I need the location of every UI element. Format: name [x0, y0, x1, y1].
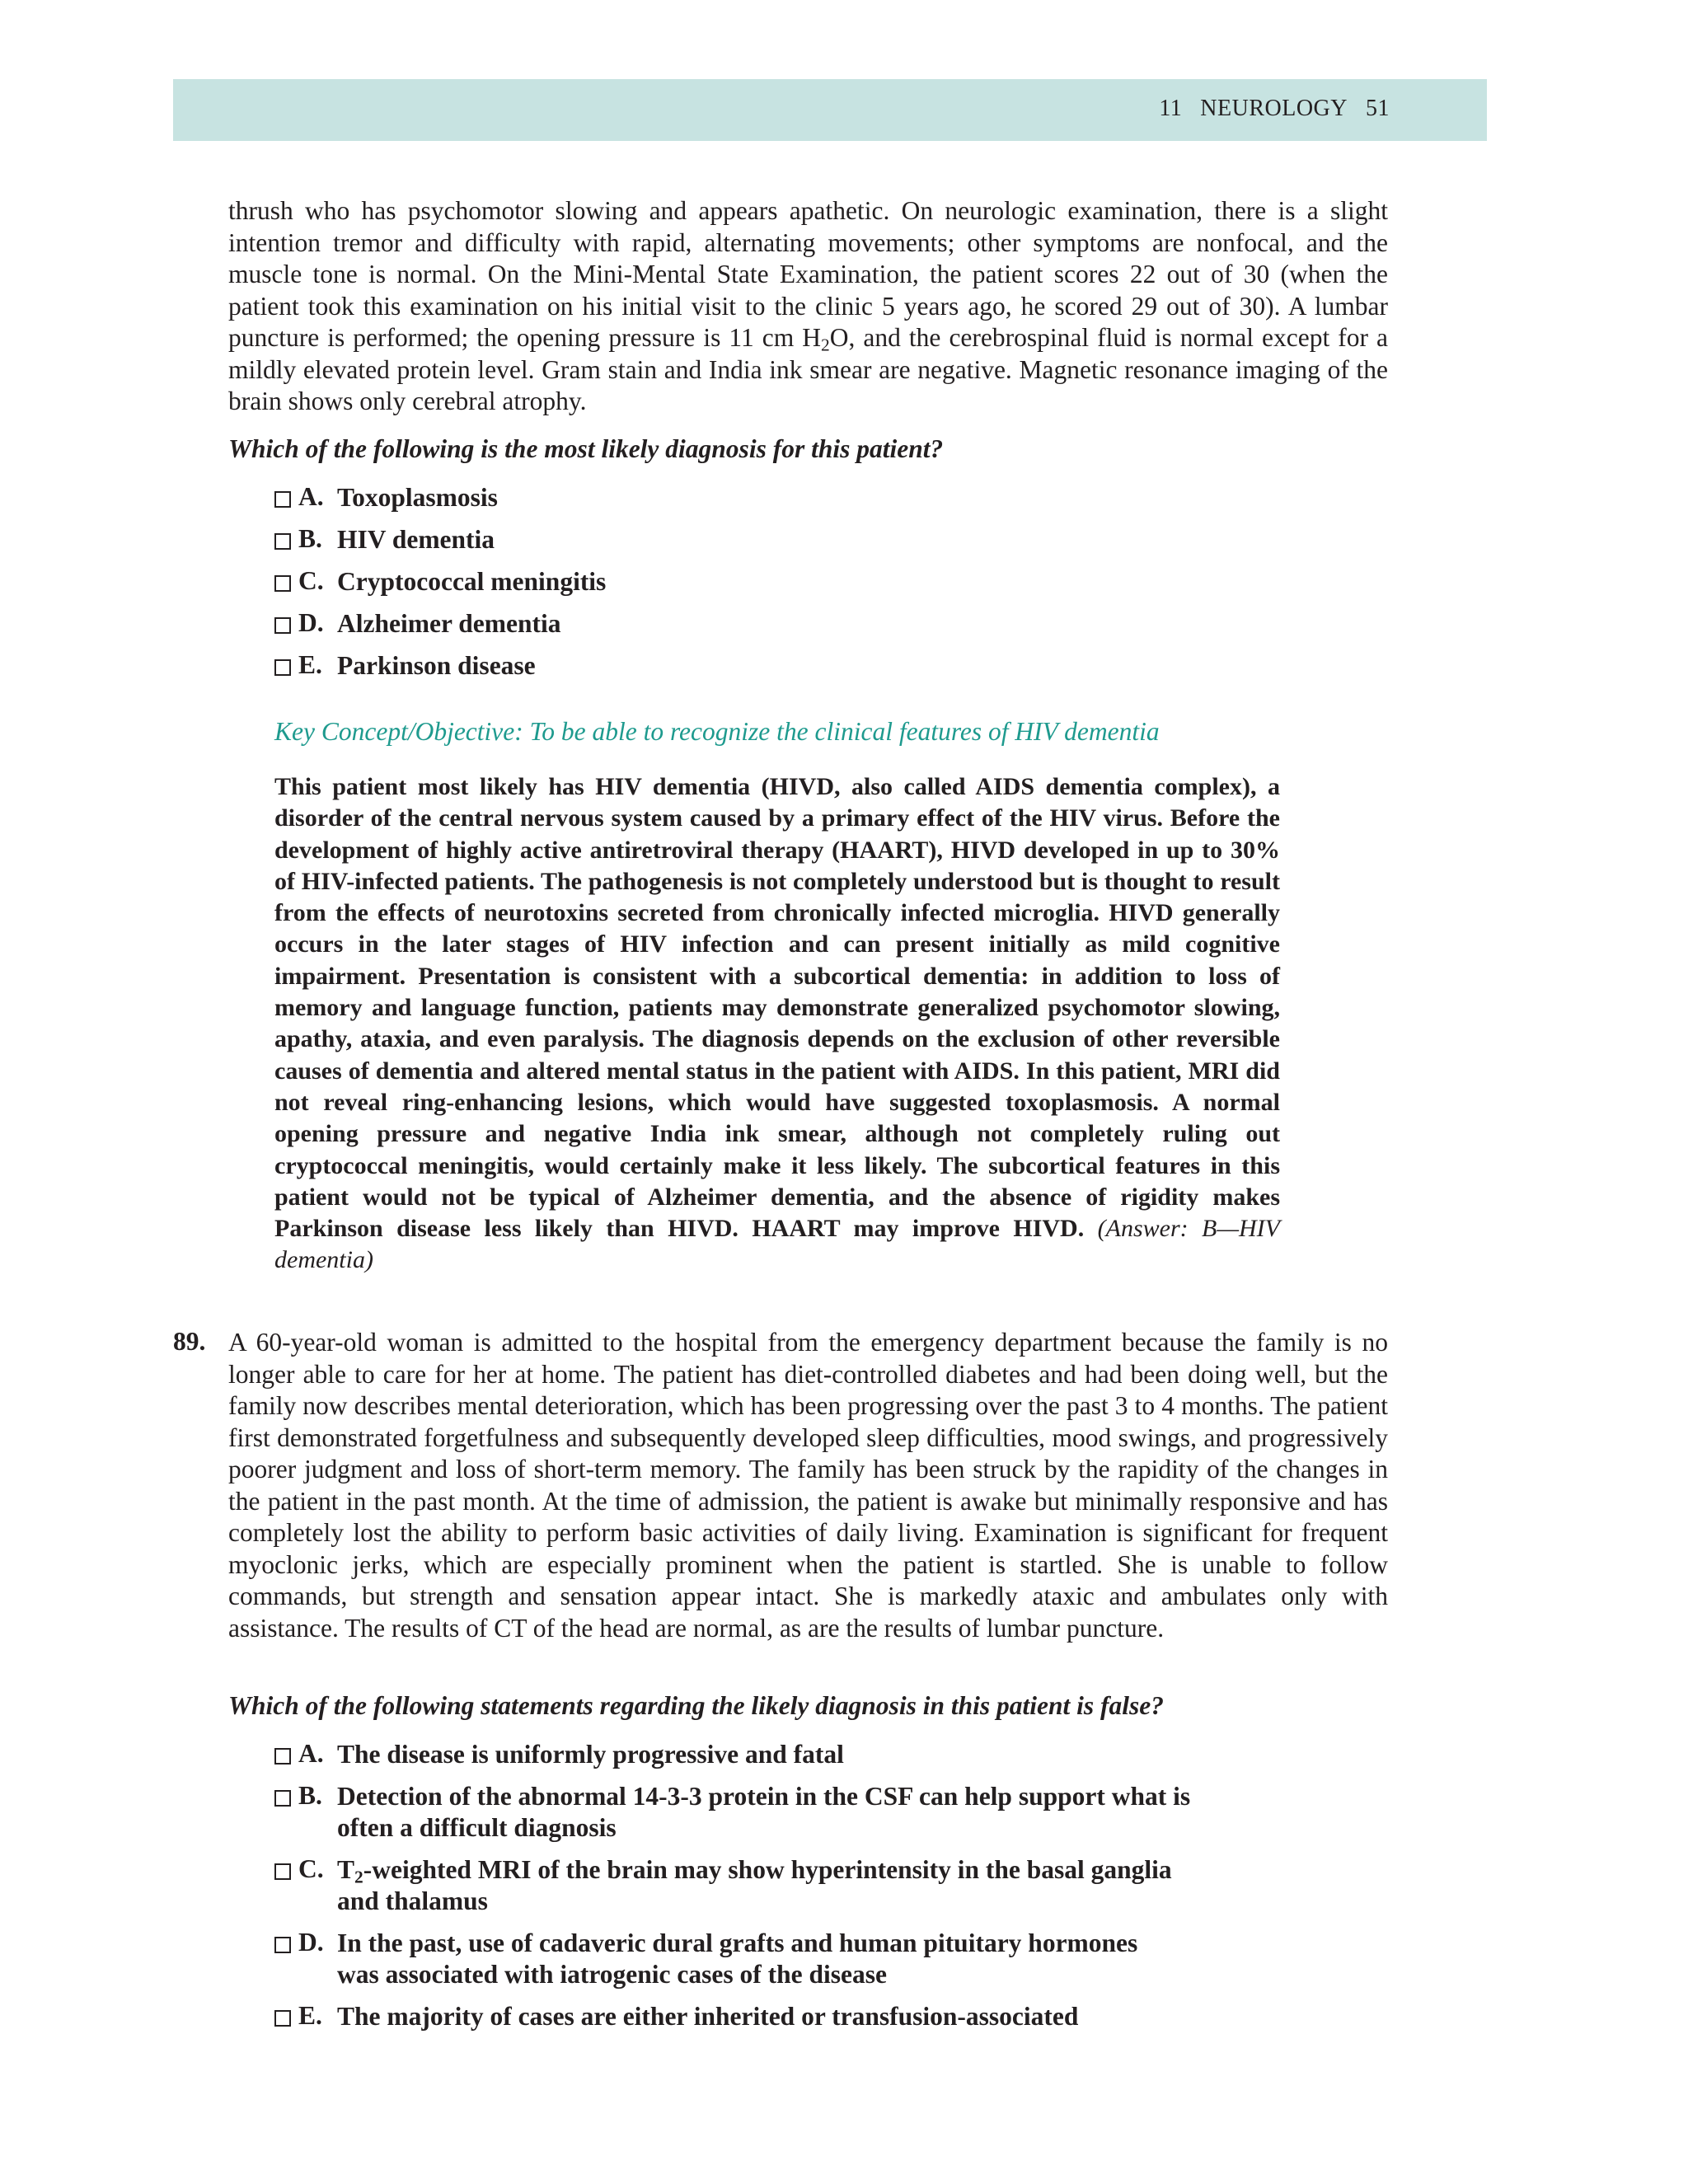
- choice-b[interactable]: B. HIV dementia: [274, 524, 606, 555]
- checkbox[interactable]: [274, 491, 291, 508]
- checkbox[interactable]: [274, 1937, 291, 1953]
- key-concept: Key Concept/Objective: To be able to recognize the clinical features of HIV dementia: [274, 717, 1160, 746]
- choice-c[interactable]: C. $T_2$-weighted MRI of the brain may show hyperintensity in the basal ganglia and thalamus: [274, 1854, 1181, 1917]
- chapter-number: 11: [1159, 96, 1183, 121]
- checkbox[interactable]: [274, 1748, 291, 1765]
- explanation: [274, 771, 1280, 1277]
- choice-c[interactable]: C. Cryptococcal meningitis: [274, 566, 606, 598]
- question-number: 89.: [173, 1327, 206, 1356]
- choice-e[interactable]: E. Parkinson disease: [274, 650, 606, 682]
- checkbox[interactable]: [274, 1863, 291, 1880]
- choice-a[interactable]: A. Toxoplasmosis: [274, 482, 606, 513]
- page-number: 51: [1366, 96, 1390, 121]
- checkbox[interactable]: [274, 659, 291, 676]
- checkbox[interactable]: [274, 2010, 291, 2027]
- choice-a[interactable]: A. The disease is uniformly progressive and fatal: [274, 1739, 1206, 1770]
- checkbox[interactable]: [274, 617, 291, 634]
- q89-stem: [228, 1327, 1388, 1644]
- running-header: [173, 79, 1487, 141]
- q89-question: Which of the following statements regarding the likely diagnosis in this patient is false?: [228, 1691, 1164, 1720]
- explanation-text: This patient most likely has HIV dementia (HIVD, also called AIDS dementia complex), a disorder of the central nervous system caused by a primary effect of the HIV virus. Before the development of highly active antiretroviral therapy (HAART), HIVD developed in up to 30% of HIV-infected patients. The pathogenesis is not completely understood but is thought to result from the effects of neurotoxins secreted from chronically infected microglia. HIVD generally occurs in the later stages of HIV infection and can present initially as mild cognitive impairment. Presentation is consistent with a subcortical dementia: in addition to loss of memory and language function, patients may demonstrate generalized psychomotor slowing, apathy, ataxia, and even paralysis. The diagnosis depends on the exclusion of other reversible causes of dementia and altered mental status in the patient with AIDS. In this patient, MRI did not reveal ring-enhancing lesions, which would have suggested toxoplasmosis. A normal opening pressure and negative India ink smear, although not completely ruling out cryptococcal meningitis, would certainly make it less likely. The subcortical features in this patient would not be typical of Alzheimer dementia, and the absence of rigidity makes Parkinson disease less likely than HIVD. HAART may improve HIVD.: [274, 773, 1280, 1243]
- q89-stem-text: A 60-year-old woman is admitted to the hospital from the emergency department because the family is no longer able to care for her at home. The patient has diet-controlled diabetes and had been doing well, but the family now describes mental deterioration, which has been progressing over the past 3 to 4 months. The patient first demonstrated forgetfulness and subsequently developed sleep difficulties, mood swings, and progressively poorer judgment and loss of short-term memory. The family has been struck by the rapidity of the changes in the patient in the past month. At the time of admission, the patient is awake but minimally responsive and has completely lost the ability to perform basic activities of daily living. Examination is significant for frequent myoclonic jerks, which are especially prominent when the patient is startled. She is unable to follow commands, but strength and sensation appear intact. She is markedly ataxic and ambulates only with assistance. The results of CT of the head are normal, as are the results of lumbar puncture.: [228, 1328, 1388, 1643]
- choice-e[interactable]: E. The majority of cases are either inherited or transfusion-associated: [274, 2001, 1206, 2032]
- q88-stem: [228, 195, 1388, 418]
- header-text: [1141, 96, 1390, 122]
- choice-d[interactable]: D. Alzheimer dementia: [274, 608, 606, 640]
- q88-question: Which of the following is the most likely diagnosis for this patient?: [228, 434, 944, 463]
- q89-choices: [274, 1739, 1206, 2032]
- q88-stem-text: thrush who has psychomotor slowing and appears apathetic. On neurologic examination, there is a slight intention tremor and difficulty with rapid, alternating movements; other symptoms are nonfocal, and the muscle tone is normal. On the Mini-Mental State Examination, the patient scores 22 out of 30 (when the patient took this examination on his initial visit to the clinic 5 years ago, he scored 29 out of 30). A lumbar puncture is performed; the opening pressure is 11 cm $H_2O$, and the cerebrospinal fluid is normal except for a mildly elevated protein level. Gram stain and India ink smear are negative. Magnetic resonance imaging of the brain shows only cerebral atrophy.: [228, 196, 1388, 415]
- checkbox[interactable]: [274, 533, 291, 550]
- answer: (Answer: B—HIV dementia): [274, 1215, 1280, 1274]
- chapter-title: NEUROLOGY: [1200, 96, 1348, 121]
- choice-d[interactable]: D. In the past, use of cadaveric dural grafts and human pituitary hormones was associated with iatrogenic cases of the disease: [274, 1928, 1173, 1990]
- checkbox[interactable]: [274, 575, 291, 592]
- q88-choices: [274, 482, 606, 682]
- checkbox[interactable]: [274, 1790, 291, 1807]
- choice-b[interactable]: B. Detection of the abnormal 14-3-3 protein in the CSF can help support what is often a difficult diagnosis: [274, 1781, 1198, 1844]
